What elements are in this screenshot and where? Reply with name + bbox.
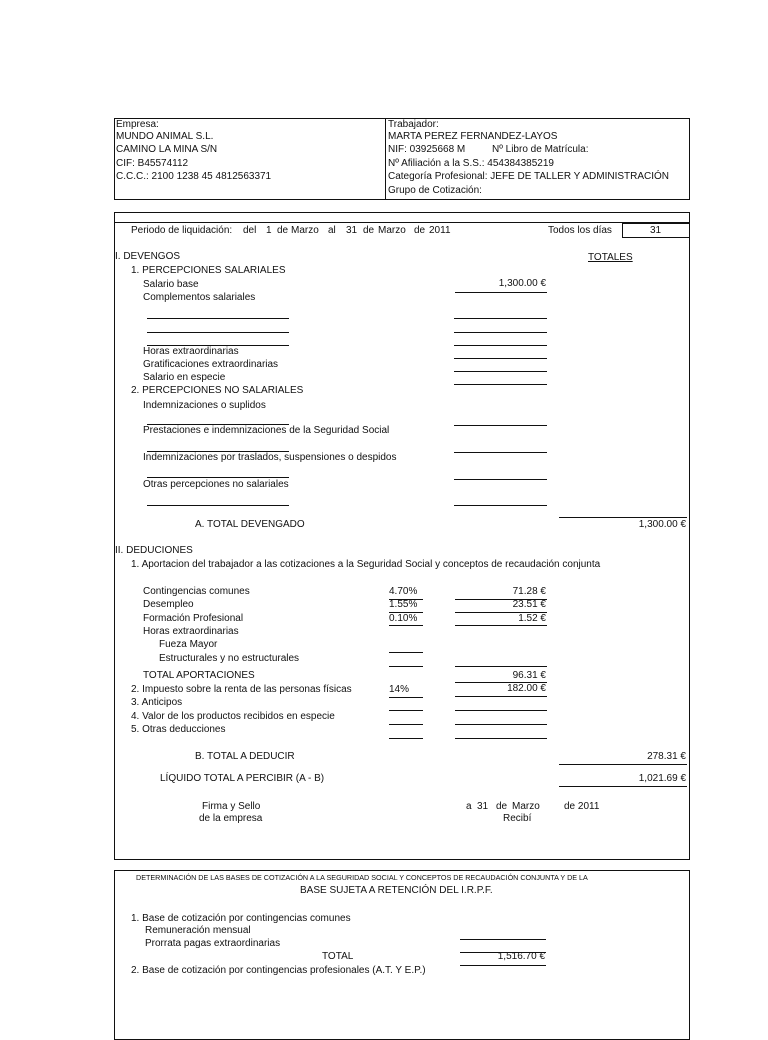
desempleo-valor: 23.51 € [512, 599, 546, 610]
periodo-del: del [243, 225, 257, 236]
contingencias-valor: 71.28 € [512, 586, 546, 597]
rule [454, 371, 547, 372]
trabajador-nombre: MARTA PEREZ FERNANDEZ-LAYOS [388, 131, 558, 142]
desempleo-label: Desempleo [143, 599, 194, 610]
prestaciones-label: Prestaciones e indemnizaciones de la Seguridad Social [143, 425, 390, 436]
rule [389, 710, 423, 711]
total-aportaciones-label: TOTAL APORTACIONES [143, 670, 255, 681]
prorrata-label: Prorrata pagas extraordinarias [145, 938, 281, 949]
empresa-label: Empresa: [116, 119, 159, 130]
bases-title-2: BASE SUJETA A RETENCIÓN DEL I.R.P.F. [300, 885, 493, 896]
rule [455, 738, 547, 739]
contingencias-label: Contingencias comunes [143, 586, 250, 597]
rule [454, 452, 547, 453]
rule [455, 625, 547, 626]
rule [455, 696, 547, 697]
desempleo-pct: 1.55% [389, 599, 418, 610]
rule [389, 724, 423, 725]
bases-item1: 1. Base de cotización por contingencias comunes [131, 913, 351, 924]
horas-extra-label: Horas extraordinarias [143, 346, 239, 357]
rule [454, 425, 547, 426]
valor-productos-label: 4. Valor de los productos recibidos en especie [131, 711, 335, 722]
otras-deducciones-label: 5. Otras deducciones [131, 724, 226, 735]
firma-linea2: de la empresa [199, 813, 263, 824]
total-devengado-valor: 1,300.00 € [638, 519, 686, 530]
rule [460, 965, 546, 966]
fecha-dia: 31 [477, 801, 489, 812]
salario-especie-label: Salario en especie [143, 372, 226, 383]
rule [455, 724, 547, 725]
salario-base-label: Salario base [143, 279, 199, 290]
rule [389, 666, 423, 667]
trabajador-afiliacion: Nº Afiliación a la S.S.: 454384385219 [388, 158, 554, 169]
trabajador-label: Trabajador: [388, 119, 439, 130]
rule [389, 697, 423, 698]
rule [559, 764, 687, 765]
rule [389, 652, 423, 653]
fecha-de: de [496, 801, 508, 812]
otras-percepciones-label: Otras percepciones no salariales [143, 479, 289, 490]
total-deducir-label: B. TOTAL A DEDUCIR [195, 751, 295, 762]
rule [559, 786, 687, 787]
rule [389, 625, 423, 626]
empresa-nombre: MUNDO ANIMAL S.L. [116, 131, 214, 142]
periodo-de3: de [414, 225, 426, 236]
rule [147, 477, 289, 478]
fecha-a: a [466, 801, 472, 812]
liquido-valor: 1,021.69 € [638, 773, 686, 784]
anticipos-label: 3. Anticipos [131, 697, 183, 708]
periodo-al: al [328, 225, 336, 236]
irpf-valor: 182.00 € [507, 683, 546, 694]
salario-base-valor: 1,300.00 € [498, 278, 546, 289]
periodo-dia-inicio: 1 [266, 225, 272, 236]
rule [454, 358, 547, 359]
percepciones-no-salariales: 2. PERCEPCIONES NO SALARIALES [131, 385, 304, 396]
totales-header: TOTALES [588, 252, 633, 263]
periodo-label: Periodo de liquidación: [131, 225, 233, 236]
rule [454, 384, 547, 385]
percepciones-salariales: 1. PERCEPCIONES SALARIALES [131, 265, 286, 276]
rule [147, 318, 289, 319]
recibi-label: Recibí [503, 813, 532, 824]
rule [559, 517, 687, 518]
header-divider [385, 118, 386, 200]
traslados-label: Indemnizaciones por traslados, suspensiones o despidos [143, 452, 397, 463]
total-deducir-valor: 278.31 € [647, 751, 686, 762]
rule [455, 292, 547, 293]
fuerza-mayor-label: Fueza Mayor [159, 639, 218, 650]
liquido-label: LÍQUIDO TOTAL A PERCIBIR (A - B) [160, 773, 325, 784]
rule [147, 332, 289, 333]
fecha-anio: de 2011 [564, 801, 600, 812]
indemnizaciones-label: Indemnizaciones o suplidos [143, 400, 266, 411]
periodo-dia-fin: 31 [346, 225, 358, 236]
periodo-mes-inicio: Marzo [291, 225, 319, 236]
rule [454, 332, 547, 333]
empresa-direccion: CAMINO LA MINA S/N [116, 144, 218, 155]
bases-total-valor: 1,516.70 € [497, 951, 545, 962]
gratificaciones-label: Gratificaciones extraordinarias [143, 359, 279, 370]
devengos-title: I. DEVENGOS [115, 251, 181, 262]
formacion-pct: 0.10% [389, 613, 418, 624]
todos-dias-label: Todos los días [548, 225, 612, 236]
rule [454, 318, 547, 319]
total-devengado-label: A. TOTAL DEVENGADO [195, 519, 305, 530]
rule [454, 479, 547, 480]
periodo-anio: 2011 [429, 225, 451, 236]
contingencias-pct: 4.70% [389, 586, 418, 597]
trabajador-libro: Nº Libro de Matrícula: [492, 144, 589, 155]
formacion-valor: 1.52 € [518, 613, 546, 624]
formacion-label: Formación Profesional [143, 613, 244, 624]
bases-item2: 2. Base de cotización por contingencias profesionales (A.T. Y E.P.) [131, 965, 426, 976]
nomina-top-rule [114, 222, 690, 223]
periodo-mes-fin: Marzo [378, 225, 406, 236]
bases-title-1: DETERMINACIÓN DE LAS BASES DE COTIZACIÓN A LA SEGURIDAD SOCIAL Y CONCEPTOS DE RECAUDACIÓN CONJUNTA Y DE LA [136, 873, 588, 882]
firma-linea1: Firma y Sello [202, 801, 261, 812]
irpf-pct: 14% [389, 684, 410, 695]
rule [455, 666, 547, 667]
rule [454, 345, 547, 346]
periodo-de1: de [277, 225, 289, 236]
horas-extra-ded-label: Horas extraordinarias [143, 626, 239, 637]
trabajador-grupo: Grupo de Cotización: [388, 185, 482, 196]
rule [389, 738, 423, 739]
trabajador-nif: NIF: 03925668 M [388, 144, 466, 155]
total-aportaciones-valor: 96.31 € [512, 670, 546, 681]
remuneracion-label: Remuneración mensual [145, 925, 251, 936]
aportacion-label: 1. Aportacion del trabajador a las cotizaciones a la Seguridad Social y conceptos de recaudación conjunta [131, 559, 601, 570]
periodo-de2: de [363, 225, 375, 236]
empresa-ccc: C.C.C.: 2100 1238 45 4812563371 [116, 171, 272, 182]
trabajador-categoria: Categoría Profesional: JEFE DE TALLER Y ADMINISTRACIÓN [388, 171, 670, 182]
bases-total-label: TOTAL [322, 951, 354, 962]
rule [147, 505, 289, 506]
todos-dias-valor: 31 [650, 225, 662, 236]
complementos-label: Complementos salariales [143, 292, 256, 303]
rule [454, 505, 547, 506]
rule [460, 939, 546, 940]
estructurales-label: Estructurales y no estructurales [159, 653, 300, 664]
empresa-cif: CIF: B45574112 [116, 158, 189, 169]
fecha-mes: Marzo [512, 801, 540, 812]
deducciones-title: II. DEDUCIONES [115, 545, 193, 556]
rule [455, 710, 547, 711]
irpf-label: 2. Impuesto sobre la renta de las personas físicas [131, 684, 352, 695]
